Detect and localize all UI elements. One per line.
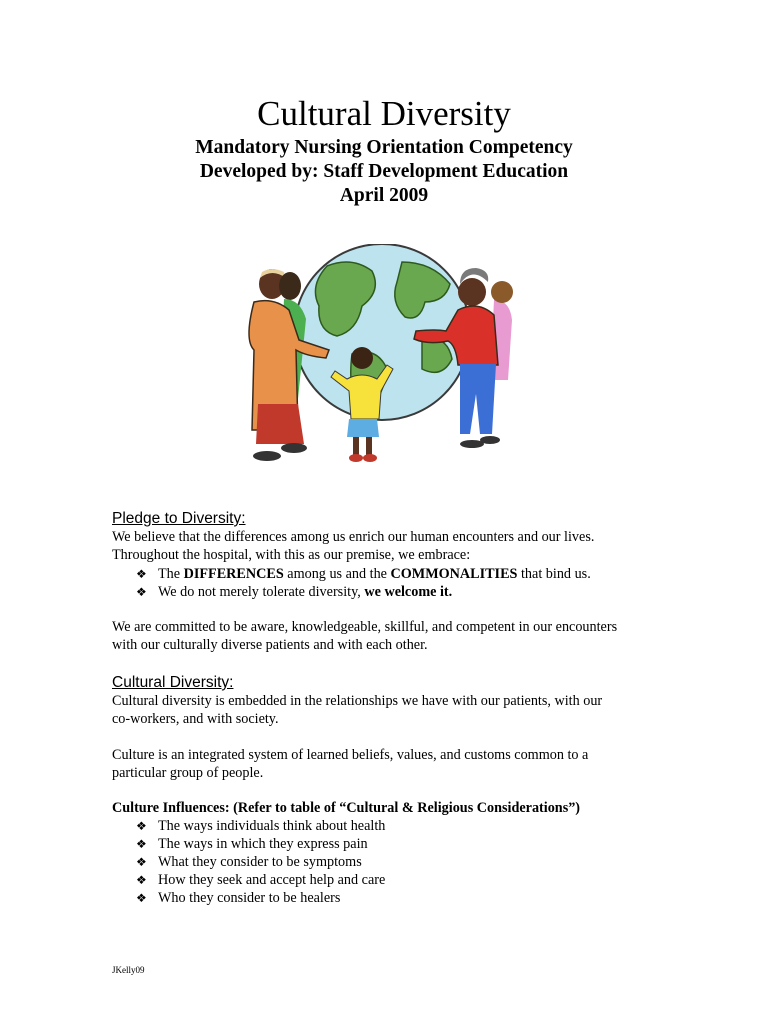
subtitle-orientation: Mandatory Nursing Orientation Competency (195, 137, 573, 158)
bullet-bold-welcome: we welcome it. (364, 584, 453, 600)
bullet-diamond-icon: ❖ (136, 819, 147, 833)
influence-text: The ways in which they express pain (158, 836, 368, 852)
influence-text: Who they consider to be healers (158, 890, 341, 906)
pledge-heading: Pledge to Diversity: (112, 510, 246, 527)
pledge-p2-line1: We are committed to be aware, knowledgeable, skillful, and competent in our encounters (112, 619, 618, 635)
bullet-text: The (158, 566, 184, 582)
pledge-paragraph-1 (112, 528, 672, 565)
bullet-diamond-icon: ❖ (136, 873, 147, 887)
bullet-text: We do not merely tolerate diversity, (158, 584, 365, 600)
pledge-bullet-2 (136, 583, 452, 601)
pledge-p1-line1: We believe that the differences among us enrich our human encounters and our lives. (112, 529, 595, 545)
bullet-bold-commonalities: COMMONALITIES (390, 566, 518, 582)
footer-initials: JKelly09 (112, 965, 145, 975)
influence-text: The ways individuals think about health (158, 818, 386, 834)
bullet-text: among us and the (283, 566, 391, 582)
cultural-paragraph-1 (112, 692, 672, 729)
influence-item (136, 817, 385, 835)
influence-text: What they consider to be symptoms (158, 854, 362, 870)
cultural-paragraph-2 (112, 746, 672, 783)
influence-item (136, 871, 385, 889)
bullet-bold-differences: DIFFERENCES (183, 566, 284, 582)
bullet-text: that bind us. (517, 566, 591, 582)
bullet-diamond-icon: ❖ (136, 585, 147, 599)
pledge-p1-line2: Throughout the hospital, with this as our premise, we embrace: (112, 547, 471, 564)
bullet-diamond-icon: ❖ (136, 567, 147, 581)
influence-item (136, 889, 340, 907)
bullet-diamond-icon: ❖ (136, 855, 147, 869)
cultural-p1-line1: Cultural diversity is embedded in the relationships we have with our patients, with our (112, 693, 603, 709)
pledge-bullet-1 (136, 565, 591, 583)
influence-item (136, 835, 368, 853)
influence-text: How they seek and accept help and care (158, 872, 386, 888)
subtitle-date: April 2009 (339, 185, 429, 206)
cultural-p2-line1: Culture is an integrated system of learned beliefs, values, and customs common to a (112, 747, 589, 763)
cultural-p2-line2: particular group of people. (112, 765, 264, 782)
globe-people-illustration (232, 244, 532, 466)
pledge-paragraph-2 (112, 618, 672, 655)
pledge-p2-line2: with our culturally diverse patients and with each other. (112, 637, 428, 654)
culture-influences-heading: Culture Influences: (Refer to table of “Cultural & Religious Considerations”) (112, 800, 581, 816)
subtitle-developer: Developed by: Staff Development Education (199, 161, 569, 182)
bullet-diamond-icon: ❖ (136, 837, 147, 851)
cultural-diversity-heading: Cultural Diversity: (112, 674, 234, 691)
page-title: Cultural Diversity (257, 94, 511, 133)
cultural-p1-line2: co-workers, and with society. (112, 711, 279, 728)
influence-item (136, 853, 362, 871)
bullet-diamond-icon: ❖ (136, 891, 147, 905)
